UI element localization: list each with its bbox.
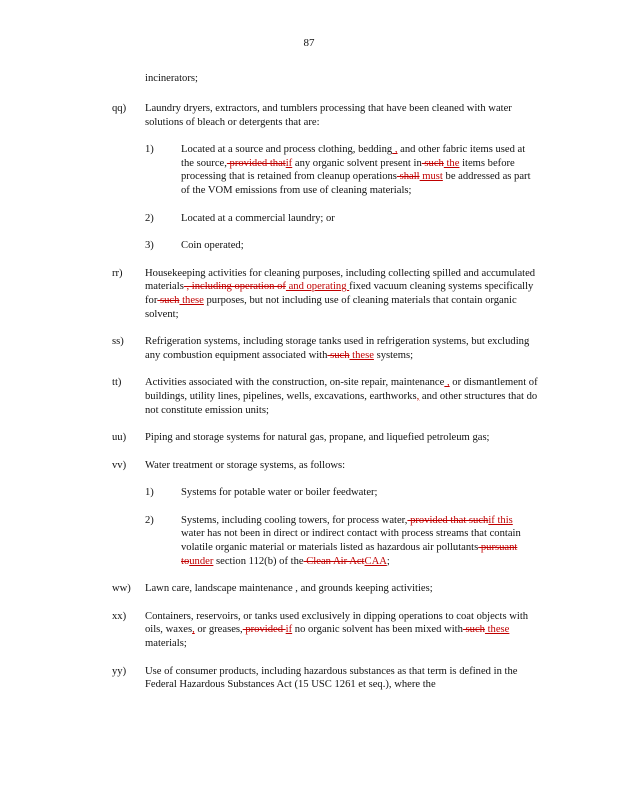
- subitem-label: 1): [145, 144, 154, 156]
- list-item-rr: [0, 267, 618, 321]
- text-segment: Refrigeration systems, including storage tanks used in refrigeration systems, but excluding any combustion equipment associated with: [145, 336, 530, 361]
- list-item-vv: [0, 459, 618, 569]
- text-segment: items before processing that is retained from cleanup operations: [181, 157, 515, 183]
- subitem-text: Located at a commercial laundry; or: [181, 212, 335, 224]
- list-item-tt: [0, 376, 618, 417]
- text-segment: section 112(b) of the: [213, 555, 304, 567]
- page-number: 87: [303, 37, 315, 49]
- inserted-text: these: [349, 349, 374, 361]
- deleted-text: , including operation of: [183, 281, 286, 293]
- item-text: Use of consumer products, including hazardous substances as that term is defined in the Federal Hazardous Substances Act (15 USC 1261 et seq.), where the: [145, 665, 518, 691]
- deleted-text: such: [462, 624, 485, 636]
- item-label: vv): [112, 459, 127, 471]
- inserted-text: if: [285, 157, 293, 169]
- deleted-text: provided that: [226, 157, 286, 169]
- text-segment: be addressed as part of the VOM emissions from use of cleaning materials;: [181, 171, 531, 196]
- item-label: uu): [112, 432, 127, 444]
- text-segment: Systems, including cooling towers, for process water,: [181, 514, 408, 526]
- text-segment: ;: [386, 555, 390, 567]
- text-segment: any organic solvent present in: [292, 157, 422, 169]
- text-segment: Located at a source and process clothing, bedding: [181, 144, 393, 156]
- text-segment: systems;: [373, 349, 414, 361]
- continued-text: incinerators;: [145, 73, 198, 84]
- item-text: Laundry dryers, extractors, and tumblers processing that have been cleaned with water solutions of bleach or detergents that are:: [145, 103, 512, 128]
- text-segment: purposes, but not including use of cleaning materials that contain organic solvent;: [145, 294, 517, 320]
- text-segment: Containers, reservoirs, or tanks used exclusively in dipping operations to coat objects with oils, waxes: [145, 610, 529, 636]
- deleted-text: pursuant to: [181, 542, 518, 567]
- deleted-text: such: [327, 349, 350, 361]
- item-text: Water treatment or storage systems, as follows:: [145, 459, 346, 471]
- subitem-text: Systems for potable water or boiler feedwater;: [181, 487, 378, 499]
- inserted-text: if: [285, 624, 293, 636]
- deleted-text: such: [421, 157, 444, 169]
- item-list: [0, 102, 618, 706]
- deleted-text: such: [157, 294, 180, 306]
- list-item-xx: [0, 610, 618, 651]
- subitem-vv-2: [145, 514, 538, 568]
- inserted-text: ,: [444, 377, 450, 389]
- deleted-text: shall: [396, 171, 420, 183]
- item-text: Lawn care, landscape maintenance , and grounds keeping activities;: [145, 583, 433, 595]
- text-segment: materials;: [145, 638, 187, 650]
- list-item-qq: [0, 102, 618, 253]
- inserted-text: the: [443, 157, 460, 169]
- inserted-text: and operating: [285, 281, 350, 293]
- text-segment: Housekeeping activities for cleaning purposes, including collecting spilled and accumulated materials: [145, 267, 536, 293]
- text-segment: Activities associated with the construction, on-site repair, maintenance: [145, 377, 445, 389]
- text-segment: fixed vacuum cleaning systems specifically for: [145, 281, 534, 306]
- inserted-text: these: [484, 624, 510, 636]
- subitem-label: 2): [145, 514, 154, 526]
- item-label: yy): [112, 665, 127, 677]
- item-label: ss): [112, 336, 124, 348]
- list-item-ss: [0, 335, 618, 362]
- text-segment: water has not been in direct or indirect contact with process streams that contain volatile organic material or materials listed as hazardous air pollutants: [181, 528, 521, 554]
- subitem-label: 3): [145, 240, 154, 252]
- inserted-text: these: [179, 294, 204, 306]
- deleted-text: Clean Air Act: [303, 555, 365, 567]
- deleted-text: provided that such: [407, 514, 489, 526]
- text-segment: and other fabric items used at the source,: [181, 144, 526, 169]
- text-segment: or greases,: [194, 624, 243, 636]
- text-segment: no organic solvent has been mixed with: [292, 624, 463, 636]
- deleted-text: provided: [242, 624, 286, 636]
- subitem-vv-1: [145, 486, 538, 500]
- inserted-text: if this: [488, 514, 513, 526]
- inserted-text: ,: [416, 390, 420, 402]
- subitem-qq-3: [145, 239, 538, 253]
- inserted-text: must: [419, 171, 443, 183]
- item-label: xx): [112, 610, 127, 622]
- text-segment: and other structures that do not constitute emission units;: [145, 390, 538, 416]
- list-item-yy: [0, 665, 618, 692]
- subitem-qq-1: [145, 143, 538, 197]
- item-label: qq): [112, 103, 127, 114]
- inserted-text: under: [189, 555, 214, 567]
- inserted-text: CAA: [364, 555, 387, 567]
- inserted-text: ,: [192, 624, 195, 636]
- text-segment: or dismantlement of buildings, utility lines, pipelines, wells, excavations, earthworks: [145, 377, 538, 402]
- item-label: ww): [112, 583, 131, 595]
- list-item-ww: [0, 582, 618, 596]
- subitem-qq-2: [145, 212, 538, 226]
- item-label: rr): [112, 267, 123, 279]
- subitem-label: 2): [145, 212, 154, 224]
- subitem-text: Coin operated;: [181, 240, 244, 252]
- item-text: Piping and storage systems for natural gas, propane, and liquefied petroleum gas;: [145, 432, 490, 444]
- item-label: tt): [112, 377, 122, 389]
- list-item-uu: [0, 431, 618, 445]
- inserted-text: ,: [392, 144, 398, 156]
- subitem-label: 1): [145, 487, 154, 499]
